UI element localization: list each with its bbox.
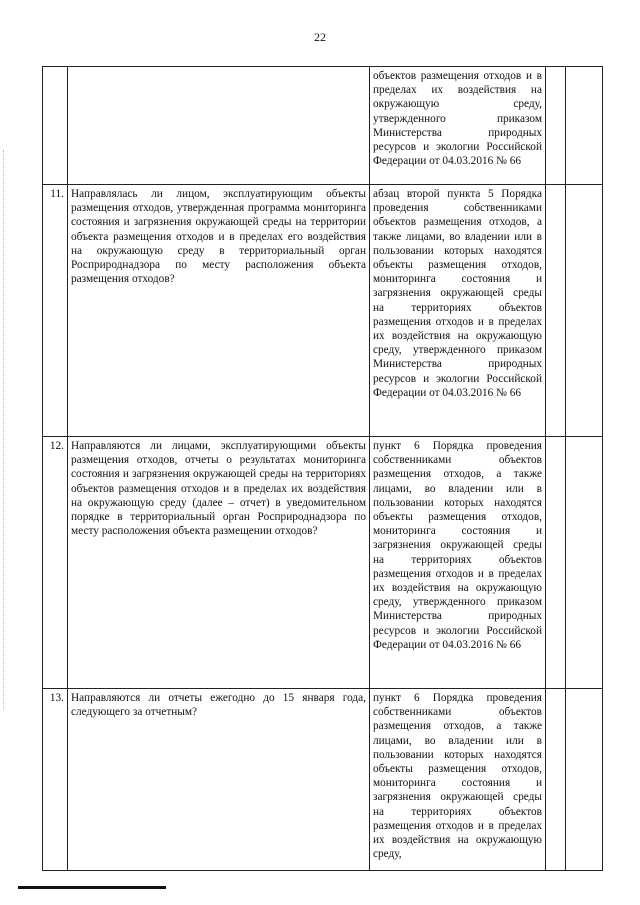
scan-bottom-bar — [18, 886, 166, 889]
row-number — [43, 67, 68, 185]
table-row — [43, 437, 603, 689]
answer-cell — [546, 689, 566, 871]
answer-cell — [566, 689, 603, 871]
legal-reference: пункт 6 Порядка проведения собственниками объектов размещения отходов, а также лицами, во владении или в пользовании которых находятся объекты размещения отходов, мониторинга состояния и загрязнения окружающей среды на территориях объектов размещения отходов и в пределах их воздействия на окружающую среду, утвержденного приказом Министерства природных ресурсов и экологии Российской Федерации от 04.03.2016 № 66 — [370, 437, 546, 689]
table-row — [43, 689, 603, 871]
answer-cell — [546, 67, 566, 185]
question-text: Направляются ли лицами, эксплуатирующими объекты размещения отходов, отчеты о результатах мониторинга состояния и загрязнения окружающей среды на территориях объектов размещения отходов и в пределах их воздействия на окружающую среду (далее – отчет) в уведомительном порядке в территориальный орган Росприроднадзора по месту расположения объекта размещении отходов? — [68, 437, 370, 689]
checklist-table — [42, 66, 603, 871]
answer-cell — [546, 437, 566, 689]
legal-reference: пункт 6 Порядка проведения собственниками объектов размещения отходов, а также лицами, во владении или в пользовании которых находятся объекты размещения отходов, мониторинга состояния и загрязнения окружающей среды на территориях объектов размещения отходов и в пределах их воздействия на окружающую среду, — [370, 689, 546, 871]
answer-cell — [566, 437, 603, 689]
scan-margin-marks — [3, 150, 6, 710]
answer-cell — [566, 185, 603, 437]
page-number: 22 — [314, 30, 326, 44]
question-text — [68, 67, 370, 185]
row-number: 13. — [43, 689, 68, 871]
answer-cell — [566, 67, 603, 185]
legal-reference: объектов размещения отходов и в пределах их воздействия на окружающую среду, утвержденного приказом Министерства природных ресурсов и экологии Российской Федерации от 04.03.2016 № 66 — [370, 67, 546, 185]
row-number: 11. — [43, 185, 68, 437]
table-row — [43, 185, 603, 437]
table-row — [43, 67, 603, 185]
row-number: 12. — [43, 437, 68, 689]
answer-cell — [546, 185, 566, 437]
question-text: Направлялась ли лицом, эксплуатирующим объекты размещения отходов, утвержденная программа мониторинга состояния и загрязнения окружающей среды на территории объекта размещения отходов и в пределах его воздействия на окружающую среду в территориальный орган Росприроднадзора по месту расположения объекта размещения отходов? — [68, 185, 370, 437]
legal-reference: абзац второй пункта 5 Порядка проведения собственниками объектов размещения отходов, а также лицами, во владении или в пользовании которых находятся объекты размещения отходов, мониторинга состояния и загрязнения окружающей среды на территориях объектов размещения отходов и в пределах их воздействия на окружающую среду, утвержденного приказом Министерства природных ресурсов и экологии Российской Федерации от 04.03.2016 № 66 — [370, 185, 546, 437]
question-text: Направляются ли отчеты ежегодно до 15 января года, следующего за отчетным? — [68, 689, 370, 871]
